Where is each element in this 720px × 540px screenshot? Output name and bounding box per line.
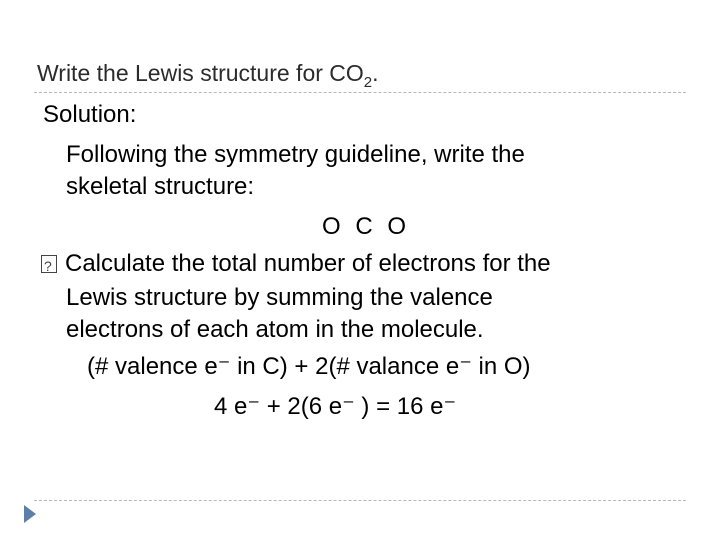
- body-line-2: skeletal structure:: [66, 173, 255, 200]
- solution-heading: Solution:: [43, 101, 137, 128]
- body-line-5: Lewis structure by summing the valence: [66, 284, 493, 311]
- skeletal-structure: O C O: [321, 213, 410, 240]
- body-line-6: electrons of each atom in the molecule.: [66, 316, 484, 343]
- title-suffix: .: [372, 60, 379, 86]
- body-line-4: [41, 250, 551, 278]
- equation-line-1: (# valence e⁻ in C) + 2(# valance e⁻ in O): [87, 353, 531, 380]
- body-line-1: Following the symmetry guideline, write the: [66, 141, 525, 168]
- title-subscript: 2: [363, 74, 373, 91]
- footer-divider: [34, 500, 686, 501]
- missing-glyph-bullet-icon: [41, 255, 57, 273]
- equation-line-2: 4 e⁻ + 2(6 e⁻ ) = 16 e⁻: [214, 393, 457, 420]
- title-text: Write the Lewis structure for CO: [37, 60, 364, 86]
- play-arrow-icon: [24, 505, 36, 523]
- body-line-4-text: Calculate the total number of electrons for the: [65, 250, 551, 277]
